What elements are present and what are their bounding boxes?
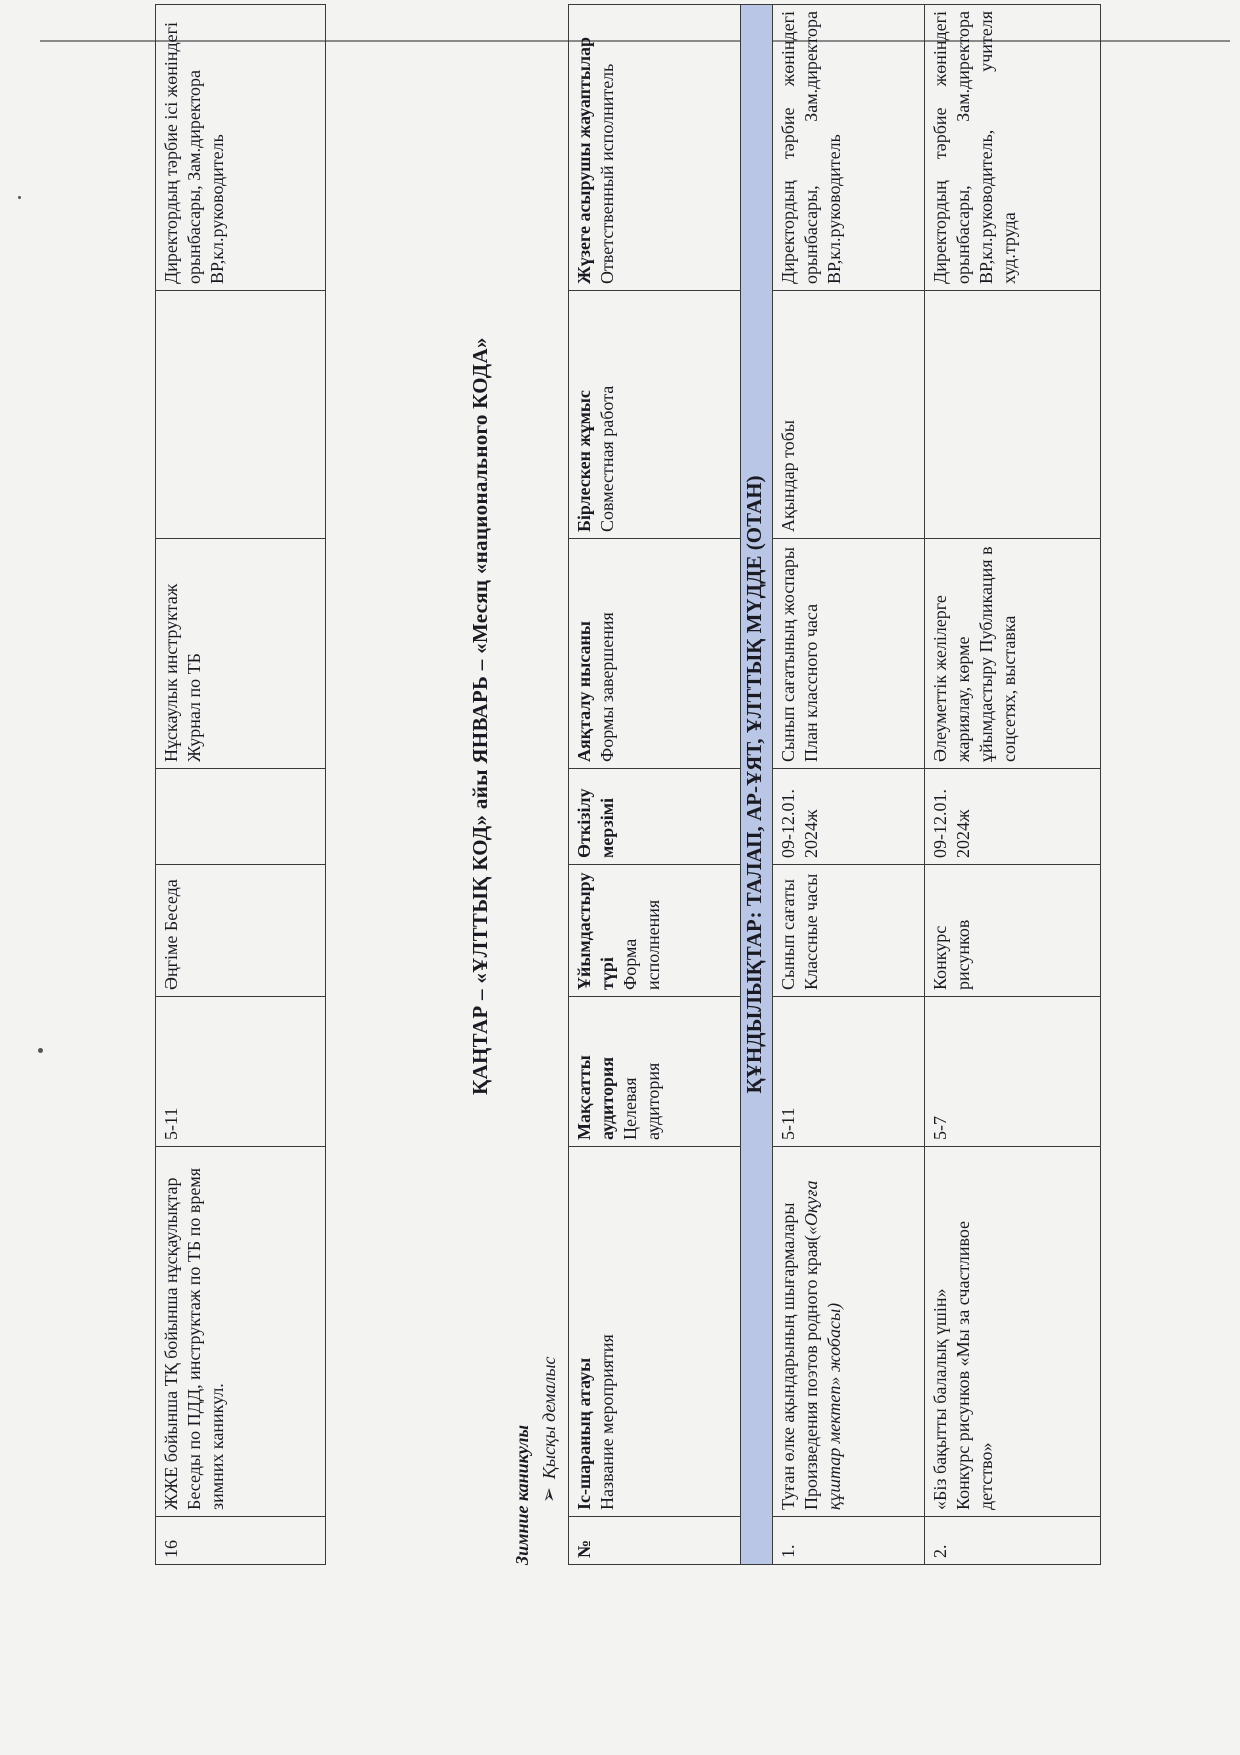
header-audience-kz: Мақсатты аудитория xyxy=(574,1055,617,1140)
audience: 5-7 xyxy=(925,997,1101,1147)
event-name-kz: «Біз бақытты балалық үшін» xyxy=(930,1288,950,1510)
header-responsible-kz: Жүзеге асырушы жауаптылар xyxy=(574,36,594,284)
date: 09-12.01. 2024ж xyxy=(773,769,925,865)
table-row xyxy=(156,5,326,1565)
event-name xyxy=(773,1147,925,1517)
page-title: ҚАҢТАР – «ҰЛТТЫҚ КОД» айы ЯНВАРЬ – «Месяц «национального КОДА» xyxy=(468,337,492,1095)
header-joint-kz: Бірлескен жұмыс xyxy=(574,390,594,532)
table-row xyxy=(925,5,1101,1565)
header-row xyxy=(569,5,741,1565)
header-date xyxy=(569,769,741,865)
previous-table xyxy=(155,4,326,1565)
event-name-ru-text: Конкурс рисунков «Мы за счастливое детство» xyxy=(953,1220,996,1510)
responsible: Директордың тәрбие жөніндегі орынбасары, Зам.директора ВР,кл.руководитель, учителя худ.труда xyxy=(925,5,1101,291)
header-form-ru: Форма исполнения xyxy=(620,899,663,990)
header-name xyxy=(569,1147,741,1517)
row-number: 16 xyxy=(156,1517,326,1565)
subtitle-kz xyxy=(538,1356,561,1503)
responsible: Директордың тәрбие ісі жөніндегі орынбасары, Зам.директора ВР,кл.руководитель xyxy=(156,5,326,291)
header-audience xyxy=(569,997,741,1147)
form: Сынып сағаты Классные часы xyxy=(773,865,925,997)
header-completion-kz: Аяқталу нысаны xyxy=(574,621,594,762)
event-name-kz: ЖЖЕ бойынша ТҚ бойынша нұсқаулықтар xyxy=(161,1177,181,1510)
form: Әңгіме Беседа xyxy=(156,865,326,997)
header-completion-ru: Формы завершения xyxy=(597,612,617,762)
form: Конкурс рисунков xyxy=(925,865,1101,997)
event-name-ru: Беседы по ПДД, инструктаж по ТБ по время зимних каникул. xyxy=(184,1167,227,1510)
event-name-project: «Оқуға құштар мектеп» жобасы) xyxy=(801,1180,844,1510)
event-name-kz: Туған өлке ақындарының шығармалары xyxy=(778,1202,798,1510)
audience: 5-11 xyxy=(773,997,925,1147)
subtitle-kz-text: Қысқы демалыс xyxy=(539,1356,559,1480)
header-form-kz: Ұйымдастыру түрі xyxy=(574,872,617,990)
responsible: Директордың тәрбие жөніндегі орынбасары, Зам.директора ВР,кл.руководитель xyxy=(773,5,925,291)
section-title: ҚҰНДЫЛЫҚТАР: ТАЛАП, АР-ҰЯТ, ҰЛТТЫҚ МҮДДЕ (ОТАН) xyxy=(741,5,773,1565)
subtitle-ru: Зимние каникулы xyxy=(512,1424,532,1565)
completion: Сынып сағатының жоспары План классного часа xyxy=(773,539,925,769)
joint-work xyxy=(925,291,1101,539)
header-audience-ru: Целевая аудитория xyxy=(620,1062,663,1140)
joint-work: Ақындар тобы xyxy=(773,291,925,539)
joint-work xyxy=(156,291,326,539)
events-table xyxy=(568,4,1101,1565)
header-completion xyxy=(569,539,741,769)
header-joint-ru: Совместная работа xyxy=(597,385,617,532)
event-name xyxy=(156,1147,326,1517)
header-joint xyxy=(569,291,741,539)
section-row xyxy=(741,5,773,1565)
completion: Әлеуметтік желілерге жариялау, көрме ұйымдастыру Публикация в соцсетях, выставка xyxy=(925,539,1101,769)
header-name-kz: Іс-шараның атауы xyxy=(574,1357,594,1510)
event-name-ru-text: Произведения поэтов родного края( xyxy=(801,1234,821,1510)
completion: Нұскаулык инструктаж Журнал по ТБ xyxy=(156,539,326,769)
audience: 5-11 xyxy=(156,997,326,1147)
header-form xyxy=(569,865,741,997)
event-name-ru xyxy=(800,1153,846,1510)
header-responsible-ru: Ответственный исполнитель xyxy=(597,63,617,284)
header-name-ru: Название мероприятия xyxy=(597,1334,617,1510)
date xyxy=(156,769,326,865)
header-date-kz: Өткізілу мерзімі xyxy=(574,788,617,858)
row-number: 2. xyxy=(925,1517,1101,1565)
date: 09-12.01. 2024ж xyxy=(925,769,1101,865)
header-responsible xyxy=(569,5,741,291)
row-number: 1. xyxy=(773,1517,925,1565)
arrow-bullet-icon: ➢ xyxy=(539,1487,560,1503)
table-row xyxy=(773,5,925,1565)
header-num: № xyxy=(569,1517,741,1565)
event-name xyxy=(925,1147,1101,1517)
event-name-ru xyxy=(952,1153,998,1510)
